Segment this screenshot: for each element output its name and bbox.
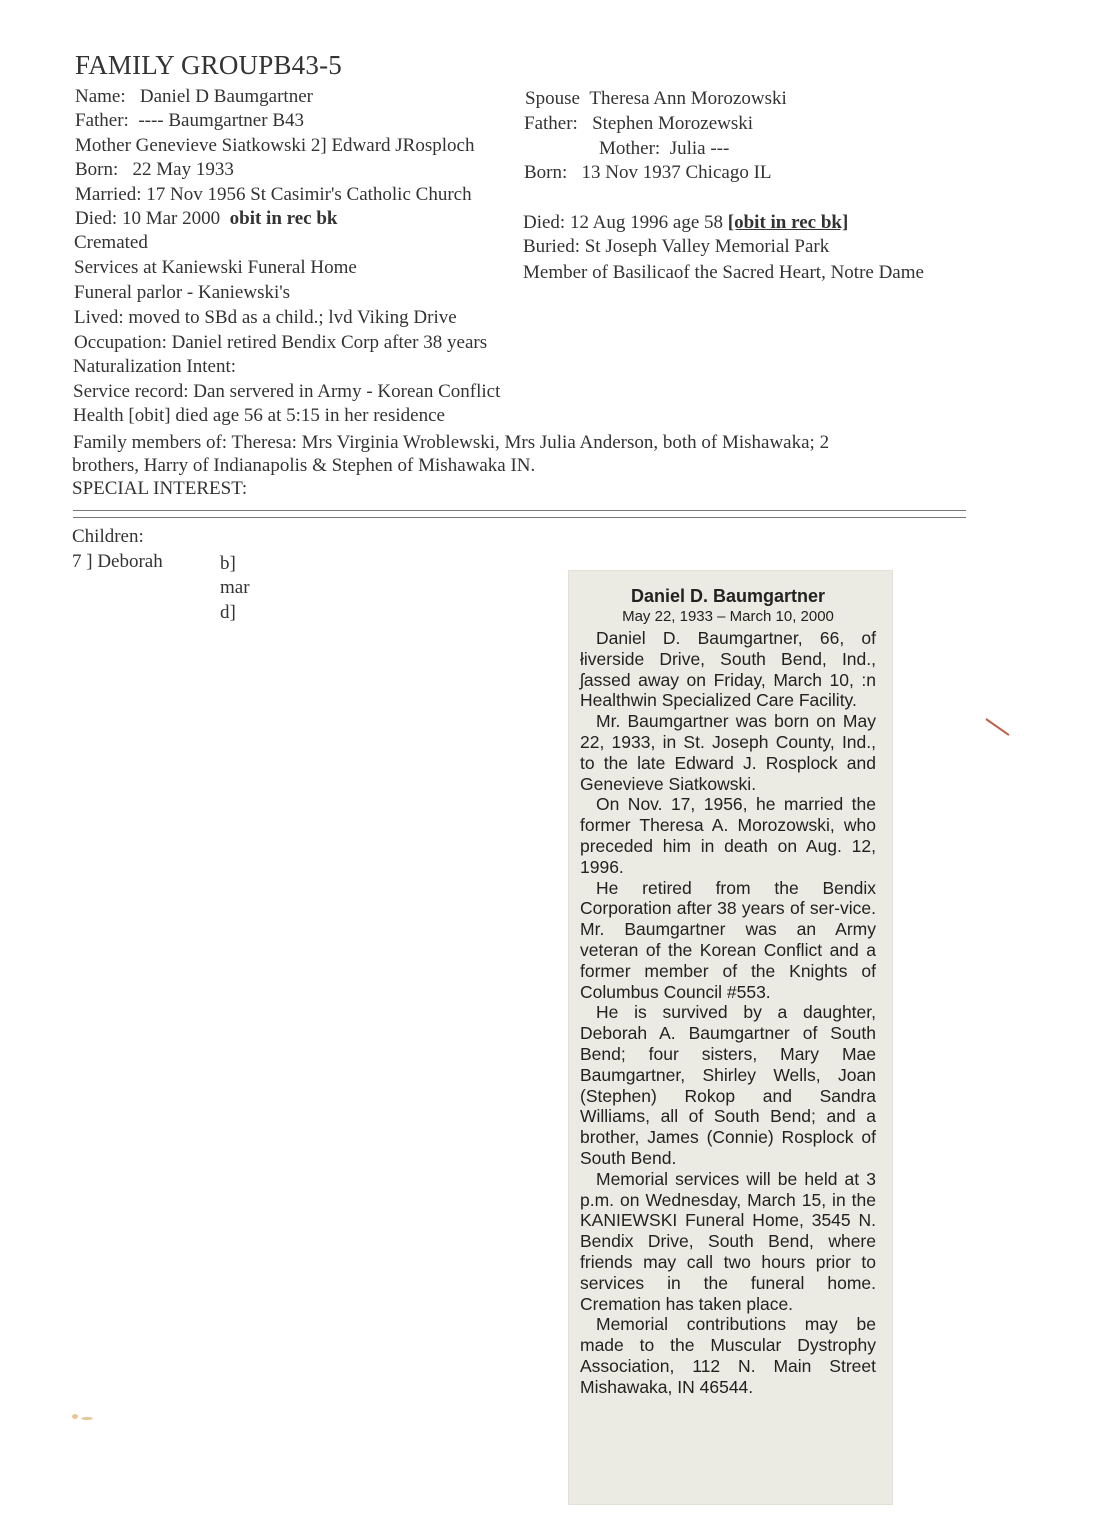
children-label: Children: [72, 526, 144, 547]
obituary-paragraph: Daniel D. Baumgartner, 66, of łiverside Drive, South Bend, Ind., ʃassed away on Friday, March 10, :n Healthwin Specialized Care Facility. [580, 628, 876, 711]
husband-mother-row: Mother Genevieve Siatkowski 2] Edward JRosploch [75, 135, 475, 156]
husband-services: Services at Kaniewski Funeral Home [74, 257, 357, 278]
obituary-paragraph: He retired from the Bendix Corporation after 38 years of ser-vice. Mr. Baumgartner was an Army veteran of the Korean Conflict and a former member of the Knights of Columbus Council #553. [580, 877, 876, 1002]
child-name: 7 ] Deborah [72, 551, 163, 572]
husband-father-value: ---- Baumgartner B43 [138, 110, 304, 131]
special-interest: SPECIAL INTEREST: [72, 478, 248, 499]
husband-married-row: Married: 17 Nov 1956 St Casimir's Catholic Church [75, 184, 472, 205]
spouse-mother-value: Julia --- [669, 138, 730, 159]
spouse-mother-row [599, 138, 729, 160]
spouse-member: Member of Basilicaof the Sacred Heart, Notre Dame [523, 262, 924, 283]
spouse-born-label: Born: [524, 162, 568, 183]
spouse-father-row [524, 113, 753, 135]
husband-name-label: Name: [75, 86, 126, 107]
obituary-name: Daniel D. Baumgartner [630, 586, 826, 606]
obituary-paragraph: He is survived by a daughter, Deborah A. Baumgartner of South Bend; four sisters, Mary Mae Baumgartner, Shirley Wells, Joan (Stephen) Rokop and Sandra Williams, all of South Bend; and a brother, James (Connie) Rosplock of South Bend. [580, 1002, 876, 1168]
husband-service-record: Service record: Dan servered in Army - Korean Conflict [73, 381, 501, 402]
paper-stain [72, 1414, 98, 1422]
obituary-paragraph: Memorial services will be held at 3 p.m. on Wednesday, March 15, in the KANIEWSKI Funeral Home, 3545 N. Bendix Drive, South Bend, where friends may call two hours prior to services in the funeral home. Cremation has taken place. [580, 1168, 876, 1314]
obituary-paragraph: Memorial contributions may be made to the Muscular Dystrophy Association, 112 N. Main Street Mishawaka, IN 46544. [580, 1314, 876, 1397]
page-title: FAMILY GROUPB43-5 [75, 50, 342, 80]
stray-pen-mark [985, 718, 1009, 736]
spouse-name-row [525, 88, 787, 110]
spouse-buried: Buried: St Joseph Valley Memorial Park [523, 236, 830, 257]
husband-funeral-parlor: Funeral parlor - Kaniewski's [74, 282, 291, 303]
husband-born-value: 22 May 1933 [132, 159, 234, 180]
husband-born-row [75, 159, 234, 181]
husband-obit-note: obit in rec bk [229, 208, 338, 229]
husband-father-row [75, 110, 304, 132]
husband-name-row [75, 86, 313, 108]
child-married: mar [220, 577, 250, 598]
husband-father-label: Father: [75, 110, 129, 131]
husband-name-value: Daniel D Baumgartner [139, 86, 313, 107]
husband-naturalization: Naturalization Intent: [73, 356, 237, 377]
husband-occupation: Occupation: Daniel retired Bendix Corp after 38 years [74, 332, 488, 353]
husband-died-row [75, 208, 337, 230]
obituary-clipping [568, 570, 893, 1505]
spouse-obit-note: [obit in rec bk] [727, 212, 849, 233]
child-died: d] [220, 602, 236, 623]
spouse-father-value: Stephen Morozewski [592, 113, 754, 134]
obituary-paragraph: On Nov. 17, 1956, he married the former Theresa A. Morozowski, who preceded him in death on Aug. 12, 1996. [580, 794, 876, 877]
obituary-paragraph: Mr. Baumgartner was born on May 22, 1933, in St. Joseph County, Ind., to the late Edward J. Rosplock and Genevieve Siatkowski. [580, 711, 876, 794]
husband-health: Health [obit] died age 56 at 5:15 in her residence [73, 405, 445, 426]
child-born: b] [220, 553, 236, 574]
family-members-line-2: brothers, Harry of Indianapolis & Stephen of Mishawaka IN. [72, 455, 536, 476]
spouse-value: Theresa Ann Morozowski [589, 88, 787, 109]
spouse-died-row [523, 212, 848, 234]
spouse-mother-label: Mother: [599, 138, 661, 159]
spouse-label: Spouse [525, 88, 580, 109]
husband-born-label: Born: [75, 159, 119, 180]
spouse-died-date: Died: 12 Aug 1996 age 58 [523, 212, 724, 233]
husband-died-date: Died: 10 Mar 2000 [75, 208, 221, 229]
obituary-dates: May 22, 1933 – March 10, 2000 [622, 608, 834, 625]
spouse-father-label: Father: [524, 113, 578, 134]
husband-lived: Lived: moved to SBd as a child.; lvd Viking Drive [74, 307, 457, 328]
section-divider [73, 510, 966, 518]
spouse-born-row [524, 162, 772, 184]
family-members-line-1: Family members of: Theresa: Mrs Virginia Wroblewski, Mrs Julia Anderson, both of Mishawaka; 2 [73, 432, 830, 453]
spouse-born-value: 13 Nov 1937 Chicago IL [581, 162, 772, 183]
husband-cremated: Cremated [74, 232, 148, 253]
obituary-body [580, 585, 876, 1397]
